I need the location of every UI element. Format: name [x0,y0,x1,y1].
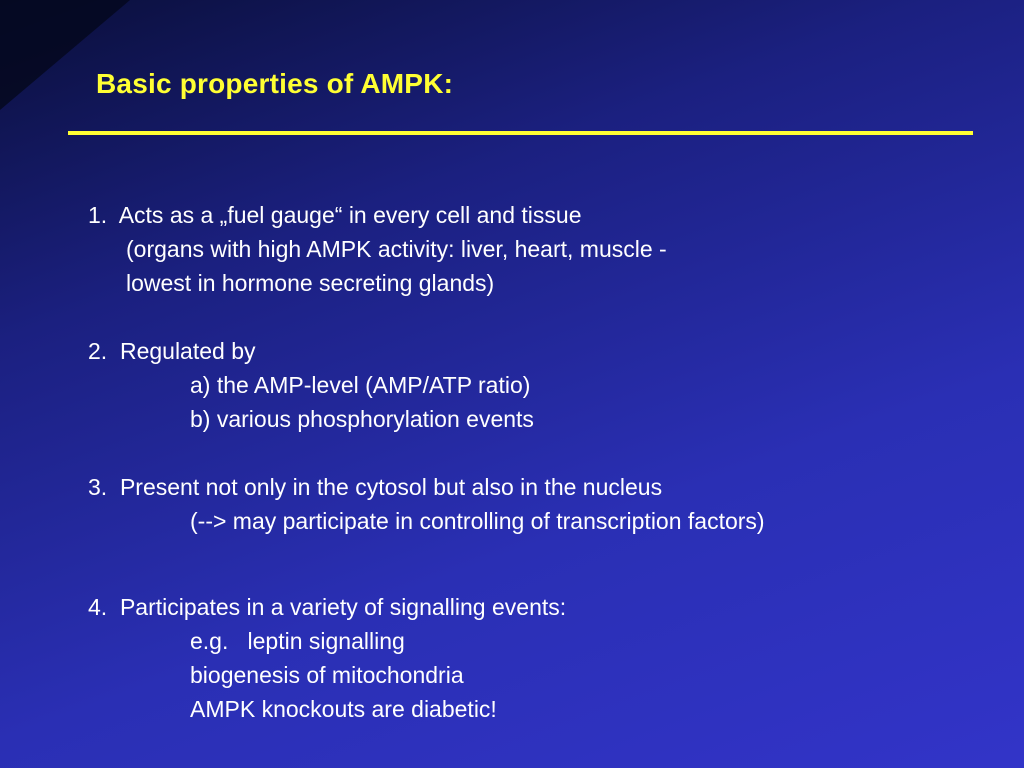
spacer [88,436,988,470]
slide-title: Basic properties of AMPK: [96,68,454,99]
slide-body [88,198,988,726]
point-3 [88,470,988,538]
point-1-detail: lowest in hormone secreting glands) [126,270,495,296]
point-1 [88,198,988,300]
point-4-heading: 4. Participates in a variety of signalling events: [88,594,567,620]
title-underline [68,131,973,135]
point-3-detail: (--> may participate in controlling of transcription factors) [190,508,765,534]
point-1-detail: (organs with high AMPK activity: liver, heart, muscle - [126,236,667,262]
point-2-detail: b) various phosphorylation events [190,406,534,432]
point-2 [88,334,988,436]
point-4-detail: biogenesis of mitochondria [190,662,464,688]
spacer [88,538,988,590]
point-2-detail: a) the AMP-level (AMP/ATP ratio) [190,372,531,398]
point-4-detail: AMPK knockouts are diabetic! [190,696,497,722]
spacer [88,300,988,334]
point-2-heading: 2. Regulated by [88,338,256,364]
point-1-heading: 1. Acts as a „fuel gauge“ in every cell and tissue [88,202,582,228]
point-4 [88,590,988,726]
point-4-detail: e.g. leptin signalling [190,628,405,654]
point-3-heading: 3. Present not only in the cytosol but also in the nucleus [88,474,663,500]
